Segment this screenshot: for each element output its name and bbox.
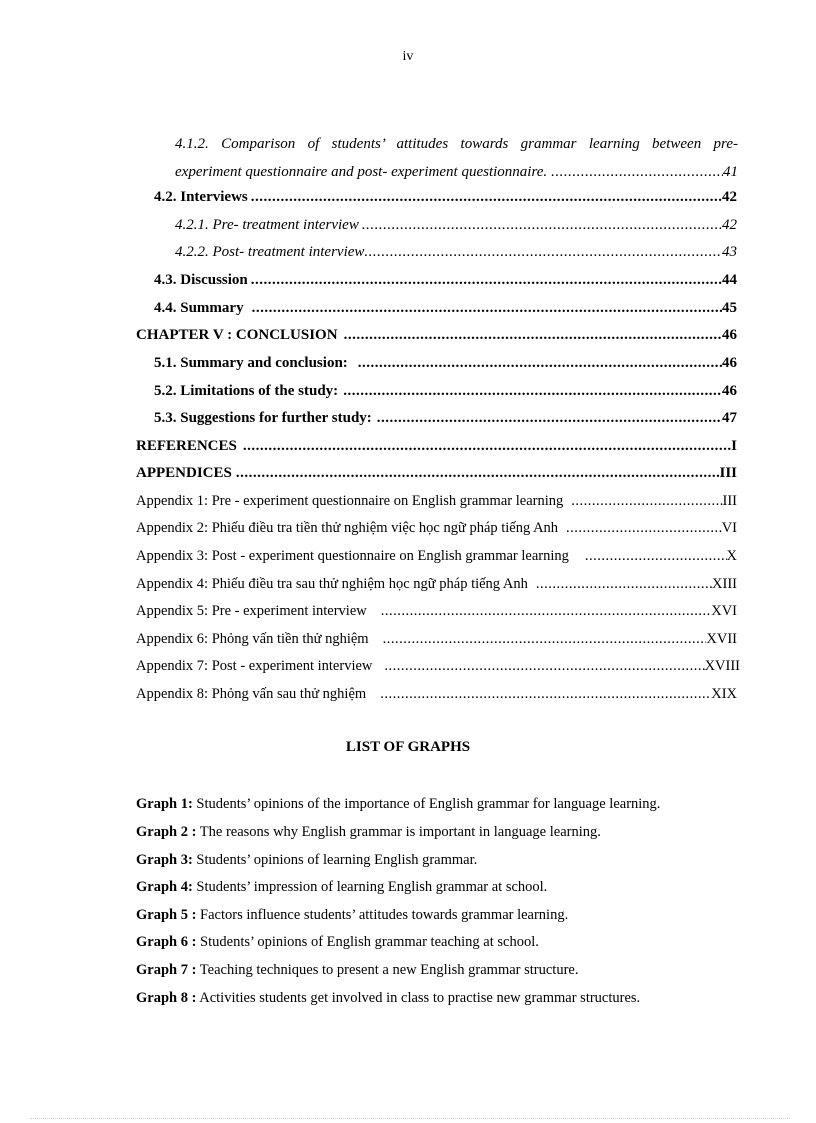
toc-entry-4-1-2-line1: 4.1.2. Comparison of students’ attitudes towards grammar learning between pre-: [175, 136, 738, 152]
toc-leader-dots: [384, 653, 704, 681]
toc-entry-label: Appendix 7: Post - experiment interview: [136, 658, 373, 674]
toc-entry-appendix-3[interactable]: [136, 543, 737, 571]
toc-page-number: XIII: [712, 576, 737, 592]
toc-entry-appendix-1[interactable]: [136, 488, 737, 516]
toc-page-number: VI: [721, 520, 737, 536]
toc-entry-appendix-8[interactable]: [136, 681, 737, 709]
toc-page-number: 47: [722, 410, 737, 426]
toc-entry-label: 5.1. Summary and conclusion:: [154, 355, 348, 371]
toc-leader-dots: [343, 378, 722, 406]
toc-entry-label: 4.3. Discussion: [154, 272, 248, 288]
toc-leader-dots: [566, 515, 722, 543]
toc-page-number: 46: [722, 327, 737, 343]
toc-page-number: XVI: [711, 603, 737, 619]
graph-label: Graph 1:: [136, 796, 193, 812]
toc-leader-dots: [236, 460, 720, 488]
toc-page-number: XVII: [706, 631, 737, 647]
toc-entry-4-3[interactable]: [154, 267, 737, 295]
toc-entry-label: APPENDICES: [136, 465, 232, 481]
toc-entry-appendix-4[interactable]: [136, 571, 737, 599]
page-number: iv: [402, 49, 414, 64]
toc-page-number: 44: [722, 272, 737, 288]
toc-page-number: III: [722, 493, 737, 509]
graph-entry-3[interactable]: [136, 847, 477, 875]
toc-entry-appendix-6[interactable]: [136, 626, 737, 654]
toc-page-number: 42: [722, 189, 737, 205]
toc-entry-label: Appendix 1: Pre - experiment questionnaire on English grammar learning: [136, 493, 564, 509]
graph-entry-7[interactable]: [136, 957, 578, 985]
toc-page-number: III: [719, 465, 737, 481]
toc-entry-references[interactable]: [136, 433, 737, 461]
toc-entry-label: Appendix 6: Phỏng vấn tiền thử nghiệm: [136, 631, 369, 647]
graph-label: Graph 6 :: [136, 934, 197, 950]
graph-caption: Teaching techniques to present a new English grammar structure.: [199, 962, 579, 978]
graph-label: Graph 3:: [136, 852, 193, 868]
page-bottom-divider: [30, 1118, 790, 1119]
graph-caption: Students’ impression of learning English grammar at school.: [196, 879, 548, 895]
toc-entry-label: 4.2. Interviews: [154, 189, 248, 205]
toc-entry-5-3[interactable]: [154, 405, 737, 433]
toc-entry-4-1-2-line2: [175, 159, 738, 187]
toc-leader-dots: [251, 267, 722, 295]
toc-leader-dots: [243, 433, 731, 461]
graph-label: Graph 5 :: [136, 907, 197, 923]
toc-leader-dots: [252, 295, 722, 323]
toc-page-number: X: [726, 548, 737, 564]
graph-entry-6[interactable]: [136, 929, 539, 957]
toc-entry-5-1[interactable]: [154, 350, 737, 378]
toc-entry-4-1-2[interactable]: [175, 131, 738, 186]
toc-page-number: 46: [722, 355, 737, 371]
toc-entry-label: 4.2.2. Post- treatment interview: [175, 244, 365, 260]
toc-leader-dots: [251, 184, 722, 212]
toc-leader-dots: [536, 571, 712, 599]
toc-entry-4-2[interactable]: [154, 184, 737, 212]
toc-page-number: XIX: [711, 686, 737, 702]
toc-page-number: 46: [722, 383, 737, 399]
graph-label: Graph 4:: [136, 879, 193, 895]
toc-entry-appendices[interactable]: [136, 460, 737, 488]
toc-entry-4-1-2-text: experiment questionnaire and post- experiment questionnaire.: [175, 163, 548, 180]
graph-caption: Activities students get involved in class to practise new grammar structures.: [199, 990, 641, 1006]
toc-leader-dots: [377, 405, 722, 433]
graph-caption: The reasons why English grammar is important in language learning.: [199, 824, 601, 840]
toc-leader-dots: [585, 543, 727, 571]
toc-entry-label: CHAPTER V : CONCLUSION: [136, 327, 338, 343]
graph-label: Graph 8 :: [136, 990, 197, 1006]
toc-entry-chapter-5[interactable]: [136, 322, 737, 350]
toc-leader-dots: [380, 681, 711, 709]
graph-entry-8[interactable]: [136, 985, 640, 1013]
toc-leader-dots: [551, 159, 723, 187]
toc-leader-dots: [364, 239, 722, 267]
graph-entry-4[interactable]: [136, 874, 547, 902]
graph-caption: Factors influence students’ attitudes towards grammar learning.: [200, 907, 569, 923]
toc-page-number: 41: [723, 163, 738, 180]
toc-entry-label: 4.2.1. Pre- treatment interview: [175, 217, 359, 233]
toc-entry-label: 4.4. Summary: [154, 300, 244, 316]
graph-caption: Students’ opinions of the importance of English grammar for language learning.: [196, 796, 661, 812]
graph-entry-2[interactable]: [136, 819, 601, 847]
toc-entry-appendix-5[interactable]: [136, 598, 737, 626]
toc-entry-4-2-1[interactable]: [175, 212, 737, 240]
toc-entry-label: Appendix 8: Phỏng vấn sau thử nghiệm: [136, 686, 367, 702]
toc-page-number: XVIII: [704, 658, 740, 674]
toc-page-number: I: [731, 438, 737, 454]
list-of-graphs-title: LIST OF GRAPHS: [345, 739, 471, 755]
graph-caption: Students’ opinions of learning English grammar.: [196, 852, 478, 868]
toc-leader-dots: [571, 488, 722, 516]
graph-caption: Students’ opinions of English grammar teaching at school.: [200, 934, 539, 950]
toc-page-number: 43: [722, 244, 737, 260]
toc-entry-label: 5.3. Suggestions for further study:: [154, 410, 372, 426]
toc-entry-label: 5.2. Limitations of the study:: [154, 383, 339, 399]
graph-entry-5[interactable]: [136, 902, 568, 930]
toc-entry-appendix-7[interactable]: [136, 653, 740, 681]
toc-entry-label: Appendix 3: Post - experiment questionnaire on English grammar learning: [136, 548, 569, 564]
toc-leader-dots: [381, 598, 711, 626]
toc-entry-5-2[interactable]: [154, 378, 737, 406]
toc-leader-dots: [383, 626, 707, 654]
graph-label: Graph 7 :: [136, 962, 197, 978]
graph-entry-1[interactable]: [136, 791, 660, 819]
toc-entry-label: Appendix 4: Phiếu điều tra sau thử nghiệm học ngữ pháp tiếng Anh: [136, 576, 528, 592]
toc-entry-4-4[interactable]: [154, 295, 737, 323]
toc-entry-label: Appendix 5: Pre - experiment interview: [136, 603, 367, 619]
toc-entry-4-2-2[interactable]: [175, 239, 737, 267]
graph-label: Graph 2 :: [136, 824, 197, 840]
toc-entry-appendix-2[interactable]: [136, 515, 737, 543]
toc-page-number: 42: [722, 217, 737, 233]
toc-entry-label: REFERENCES: [136, 438, 237, 454]
toc-leader-dots: [358, 350, 722, 378]
toc-leader-dots: [362, 212, 722, 240]
toc-leader-dots: [344, 322, 722, 350]
toc-page-number: 45: [722, 300, 737, 316]
toc-entry-label: Appendix 2: Phiếu điều tra tiền thử nghiệm việc học ngữ pháp tiếng Anh: [136, 520, 559, 536]
